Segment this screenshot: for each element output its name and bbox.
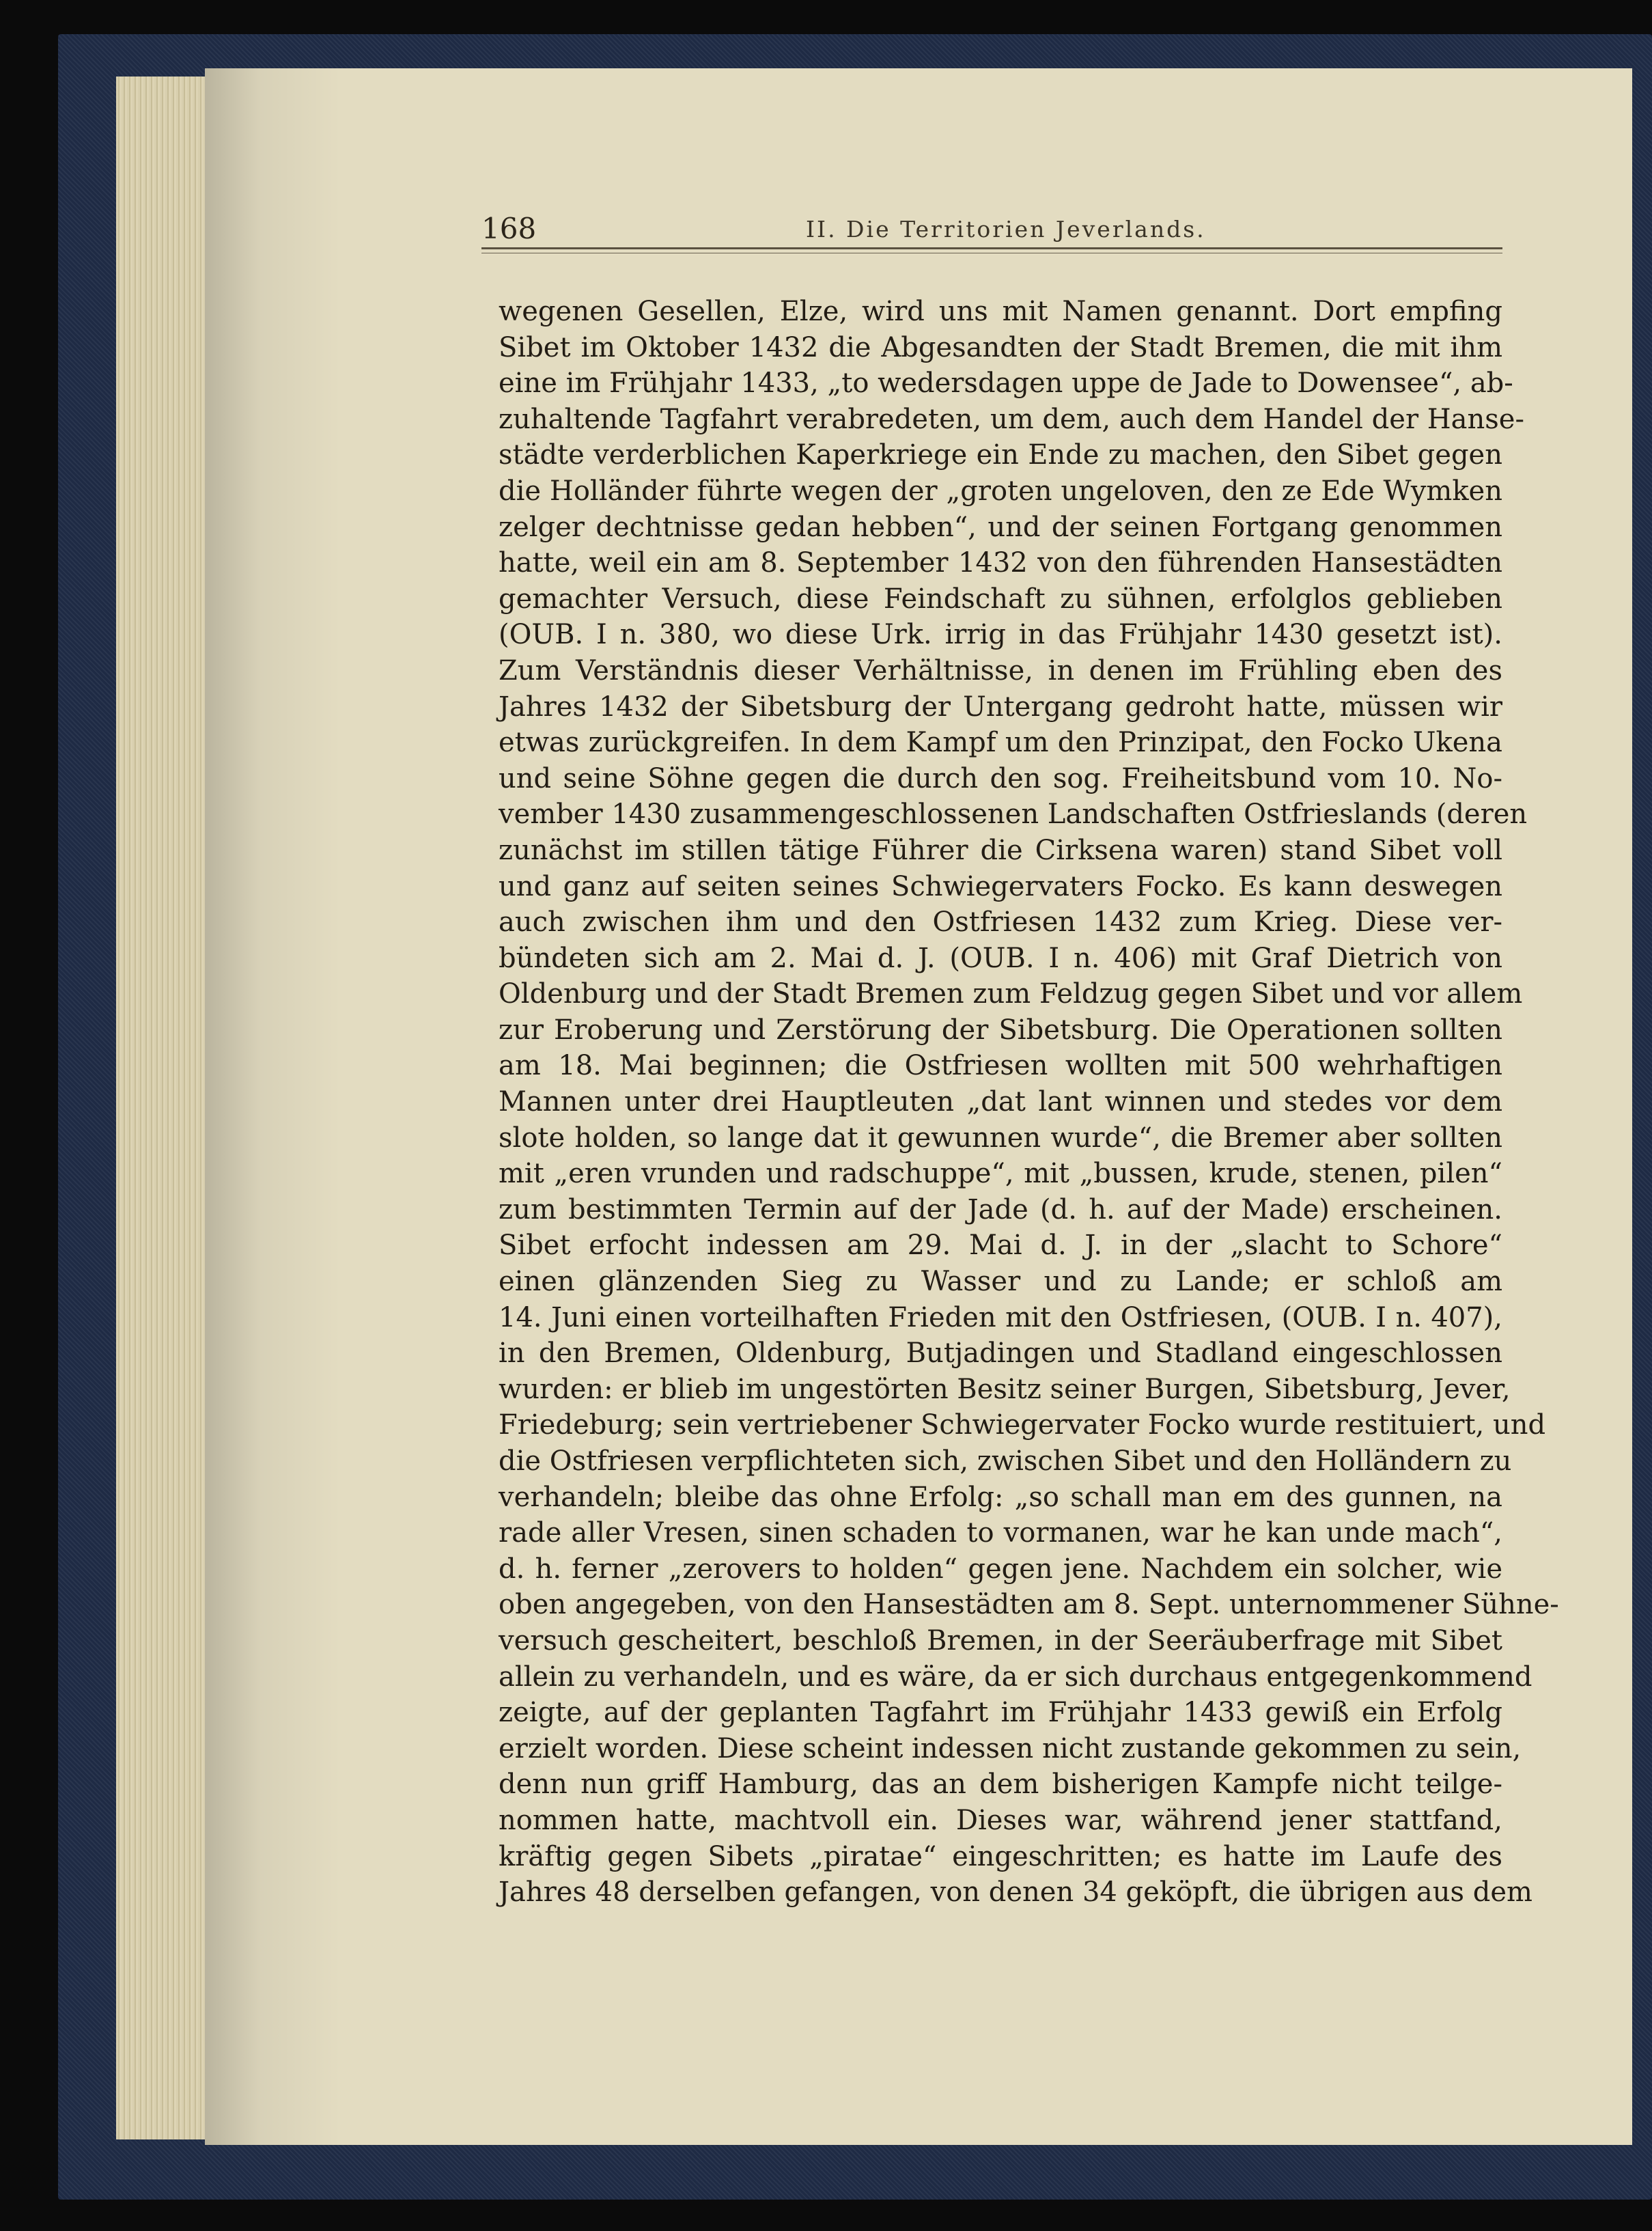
text-line: nommen hatte, machtvoll ein. Dieses war, während jener stattfand, — [499, 1804, 1502, 1836]
text-line: rade aller Vresen, sinen schaden to vormanen, war he kan unde mach“, — [499, 1517, 1502, 1549]
text-line: zum bestimmten Termin auf der Jade (d. h. auf der Made) erscheinen. — [499, 1193, 1502, 1225]
text-line: städte verderblichen Kaperkriege ein Ende zu machen, den Sibet gegen — [499, 439, 1502, 471]
text-line: oben angegeben, von den Hansestädten am 8. Sept. unternommener Sühne- — [499, 1589, 1559, 1621]
text-line: verhandeln; bleibe das ohne Erfolg: „so schall man em des gunnen, na — [499, 1481, 1502, 1513]
text-line: bündeten sich am 2. Mai d. J. (OUB. I n. 406) mit Graf Dietrich von — [499, 942, 1502, 974]
text-line: slote holden, so lange dat it gewunnen wurde“, die Bremer aber sollten — [499, 1122, 1502, 1154]
text-line: zelger dechtnisse gedan hebben“, und der seinen Fortgang genommen — [499, 511, 1502, 543]
text-line: am 18. Mai beginnen; die Ostfriesen wollten mit 500 wehrhaftigen — [499, 1050, 1502, 1082]
text-line: erzielt worden. Diese scheint indessen nicht zustande gekommen zu sein, — [499, 1732, 1522, 1764]
text-line: Oldenburg und der Stadt Bremen zum Feldzug gegen Sibet und vor allem — [499, 978, 1523, 1010]
text-line: (OUB. I n. 380, wo diese Urk. irrig in das Frühjahr 1430 gesetzt ist). — [499, 619, 1502, 651]
text-line: etwas zurückgreifen. In dem Kampf um den Prinzipat, den Focko Ukena — [499, 727, 1502, 759]
text-line: Mannen unter drei Hauptleuten „dat lant winnen und stedes vor dem — [499, 1086, 1502, 1118]
text-line: versuch gescheitert, beschloß Bremen, in der Seeräuberfrage mit Sibet — [499, 1624, 1502, 1657]
text-line: in den Bremen, Oldenburg, Butjadingen und Stadland eingeschlossen — [499, 1338, 1502, 1370]
text-line: 14. Juni einen vorteilhaften Frieden mit den Ostfriesen, (OUB. I n. 407), — [499, 1301, 1502, 1333]
text-line: zuhaltende Tagfahrt verabredeten, um dem, auch dem Handel der Hanse- — [499, 403, 1524, 435]
text-line: die Holländer führte wegen der „groten ungeloven, den ze Ede Wymken — [499, 475, 1502, 507]
page-number: 168 — [481, 212, 537, 245]
page-header — [481, 205, 1502, 246]
text-line: zeigte, auf der geplanten Tagfahrt im Frühjahr 1433 gewiß ein Erfolg — [499, 1697, 1502, 1729]
text-line: vember 1430 zusammengeschlossenen Landschaften Ostfrieslands (deren — [499, 799, 1528, 831]
text-line: Jahres 48 derselben gefangen, von denen 34 geköpft, die übrigen aus dem — [499, 1876, 1532, 1909]
text-line: wegenen Gesellen, Elze, wird uns mit Namen genannt. Dort empfing — [499, 296, 1502, 327]
text-line: gemachter Versuch, diese Feindschaft zu sühnen, erfolglos geblieben — [499, 583, 1502, 615]
body-text — [499, 294, 1559, 1911]
text-line: kräftig gegen Sibets „piratae“ eingeschritten; es hatte im Laufe des — [499, 1840, 1502, 1872]
header-rule — [481, 247, 1502, 249]
text-line: hatte, weil ein am 8. September 1432 von den führenden Hansestädten — [499, 547, 1502, 579]
text-line: denn nun griff Hamburg, das an dem bisherigen Kampfe nicht teilge- — [499, 1769, 1502, 1801]
text-line: zunächst im stillen tätige Führer die Cirksena waren) stand Sibet voll — [499, 834, 1502, 866]
text-line: Sibet erfocht indessen am 29. Mai d. J. in der „slacht to Schore“ — [499, 1230, 1502, 1262]
text-line: einen glänzenden Sieg zu Wasser und zu Lande; er schloß am — [499, 1266, 1502, 1298]
text-line: und ganz auf seiten seines Schwiegervaters Focko. Es kann deswegen — [499, 870, 1502, 902]
text-line: zur Eroberung und Zerstörung der Sibetsburg. Die Operationen sollten — [499, 1014, 1502, 1046]
text-line: eine im Frühjahr 1433, „to wedersdagen uppe de Jade to Dowensee“, ab- — [499, 368, 1513, 400]
text-line: und seine Söhne gegen die durch den sog. Freiheitsbund vom 10. No- — [499, 762, 1502, 794]
text-line: Sibet im Oktober 1432 die Abgesandten der Stadt Bremen, die mit ihm — [499, 331, 1502, 363]
text-line: auch zwischen ihm und den Ostfriesen 1432 zum Krieg. Diese ver- — [499, 906, 1502, 939]
text-line: allein zu verhandeln, und es wäre, da er sich durchaus entgegenkommend — [499, 1661, 1532, 1693]
text-line: Friedeburg; sein vertriebener Schwiegervater Focko wurde restituiert, und — [499, 1409, 1546, 1441]
running-title: II. Die Territorien Jeverlands. — [806, 216, 1206, 242]
text-line: d. h. ferner „zerovers to holden“ gegen jene. Nachdem ein solcher, wie — [499, 1553, 1502, 1585]
text-line: mit „eren vrunden und radschuppe“, mit „bussen, krude, stenen, pilen“ — [499, 1158, 1502, 1190]
text-line: Zum Verständnis dieser Verhältnisse, in denen im Frühling eben des — [499, 654, 1502, 687]
text-line: wurden: er blieb im ungestörten Besitz seiner Burgen, Sibetsburg, Jever, — [499, 1373, 1511, 1405]
text-line: Jahres 1432 der Sibetsburg der Untergang gedroht hatte, müssen wir — [499, 691, 1502, 723]
text-line: die Ostfriesen verpflichteten sich, zwischen Sibet und den Holländern zu — [499, 1445, 1512, 1477]
